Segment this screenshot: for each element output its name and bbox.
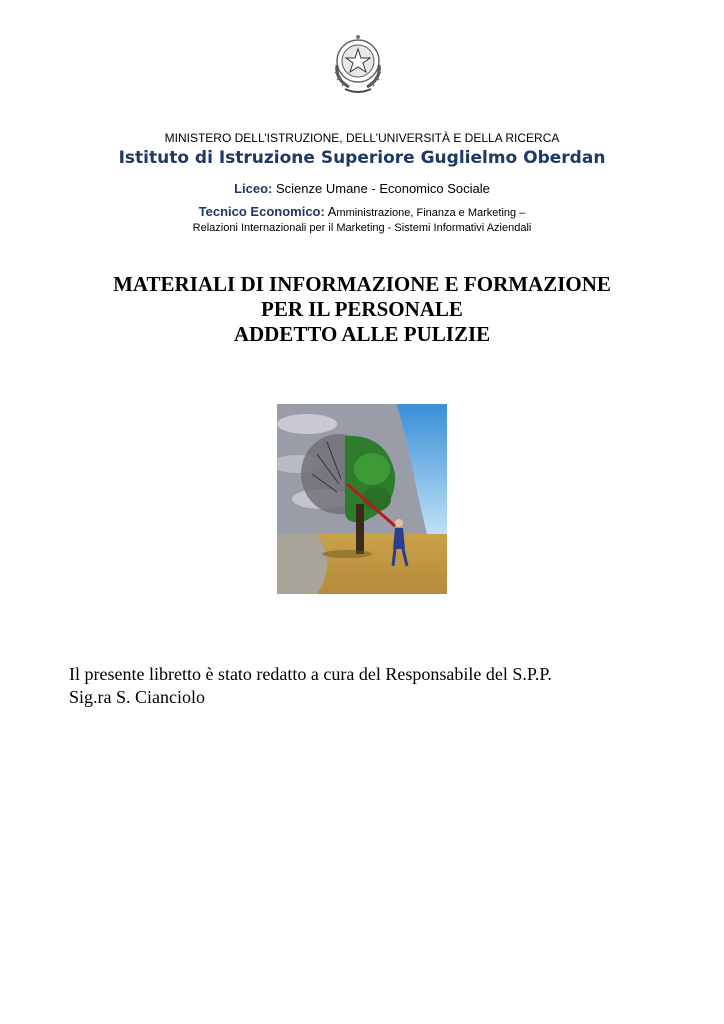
italian-republic-emblem-icon <box>329 31 387 97</box>
author-note: Il presente libretto è stato redatto a cura del Responsabile del S.P.P. <box>69 664 552 684</box>
author-name: Sig.ra S. Cianciolo <box>69 687 205 707</box>
tecnico-initial: A <box>324 204 337 219</box>
document-title-line-3: ADDETTO ALLE PULIZIE <box>233 322 491 346</box>
ministry-name: MINISTERO DELL’ISTRUZIONE, DELL’UNIVERSITÀ E DELLA RICERCA <box>164 131 560 145</box>
tecnico-subtitle: Relazioni Internazionali per il Marketing - Sistemi Informativi Aziendali <box>192 222 532 234</box>
liceo-text: Scienze Umane - Economico Sociale <box>272 181 490 196</box>
liceo-label: Liceo: <box>234 181 273 196</box>
tecnico-text: mministrazione, Finanza e Marketing – <box>336 207 526 219</box>
document-title-line-1: MATERIALI DI INFORMAZIONE E FORMAZIONE <box>113 272 611 296</box>
tecnico-label: Tecnico Economico: <box>198 204 325 219</box>
liceo-line <box>0 181 724 196</box>
institute-name: Istituto di Istruzione Superiore Guglielmo Oberdan <box>118 148 606 168</box>
tree-painting-illustration-icon <box>277 404 447 594</box>
tecnico-line <box>0 204 724 219</box>
document-title-line-2: PER IL PERSONALE <box>261 297 463 321</box>
